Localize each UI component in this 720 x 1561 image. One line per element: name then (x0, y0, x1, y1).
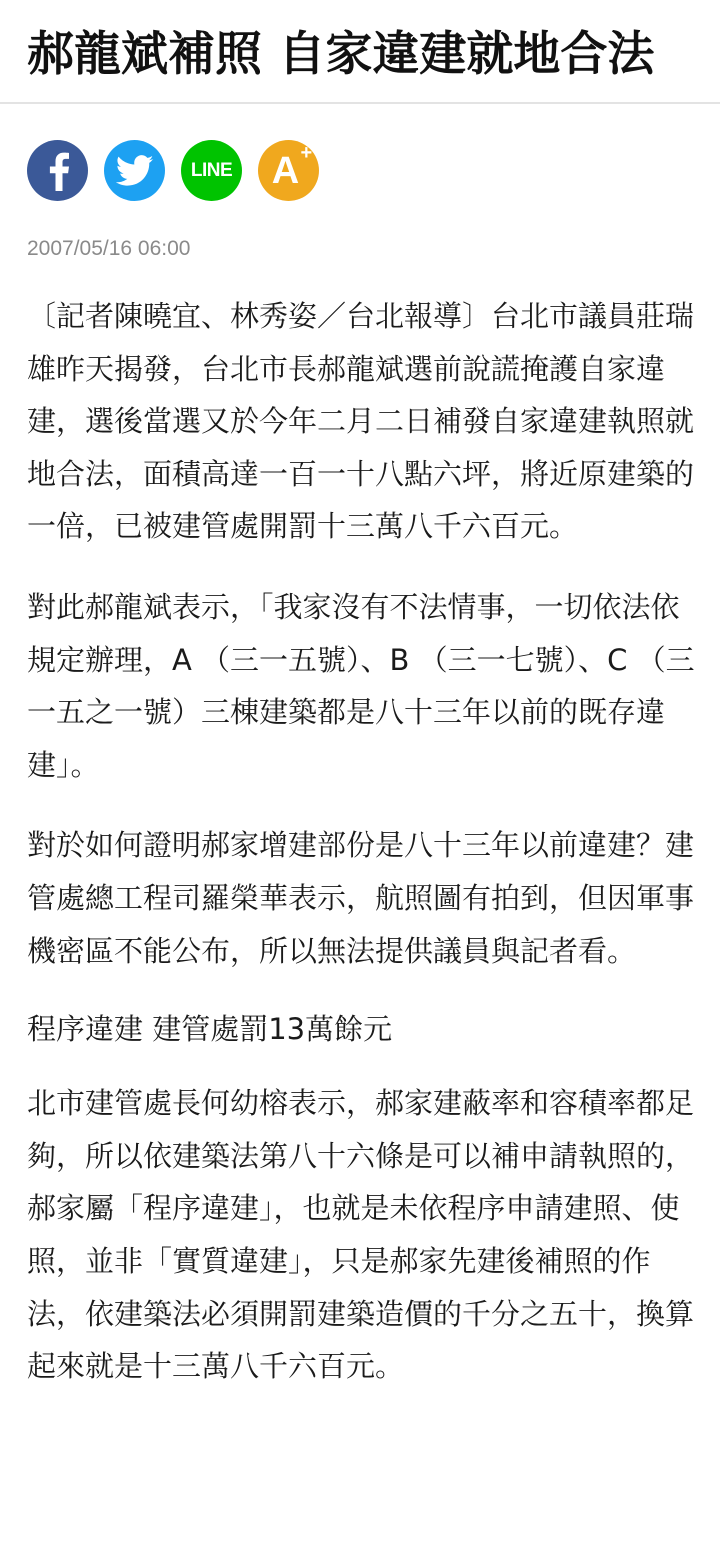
article-paragraph: 北市建管處長何幼榕表示，郝家建蔽率和容積率都足夠，所以依建築法第八十六條是可以補申請執照的，郝家屬「程序違建」，也就是未依程序申請建照、使照，並非「實質違建」，只是郝家先建後補照的作法，依建築法必須開罰建築造價的千分之五十，換算起來就是十三萬八千六百元。 (27, 1086, 695, 1384)
article-paragraph: 對此郝龍斌表示，「我家沒有不法情事，一切依法依規定辦理，A （三一五號）、B （三一七號）、C （三一五之一號）三棟建築都是八十三年以前的既存違建」。 (27, 589, 695, 782)
article-paragraph: 對於如何證明郝家增建部份是八十三年以前違建？建管處總工程司羅榮華表示，航照圖有拍到，但因軍事機密區不能公布，所以無法提供議員與記者看。 (27, 828, 695, 968)
article-subheading: 程序違建 建管處罰13萬餘元 (27, 1012, 393, 1047)
twitter-icon (116, 155, 154, 187)
twitter-share-button[interactable] (104, 140, 165, 201)
font-size-icon (271, 142, 313, 193)
article-paragraph: 〔記者陳曉宜、林秀姿／台北報導〕台北市議員莊瑞雄昨天揭發，台北市長郝龍斌選前說謊掩護自家違建，選後當選又於今年二月二日補發自家違建執照就地合法，面積高達一百一十八點六坪，將近原建築的一倍，已被建管處開罰十三萬八千六百元。 (27, 299, 695, 544)
line-icon: LINE (190, 159, 233, 181)
font-size-button[interactable] (258, 140, 319, 201)
share-bar (27, 140, 319, 202)
facebook-share-button[interactable] (27, 140, 88, 201)
font-size-plus: + (300, 142, 313, 164)
publish-date: 2007/05/16 06:00 (27, 237, 191, 260)
font-size-letter: A (271, 150, 300, 192)
article-header (0, 0, 720, 104)
line-share-button[interactable] (181, 140, 242, 201)
article-body (27, 290, 697, 1393)
facebook-icon (43, 151, 73, 191)
article-title: 郝龍斌補照 自家違建就地合法 (27, 27, 655, 82)
